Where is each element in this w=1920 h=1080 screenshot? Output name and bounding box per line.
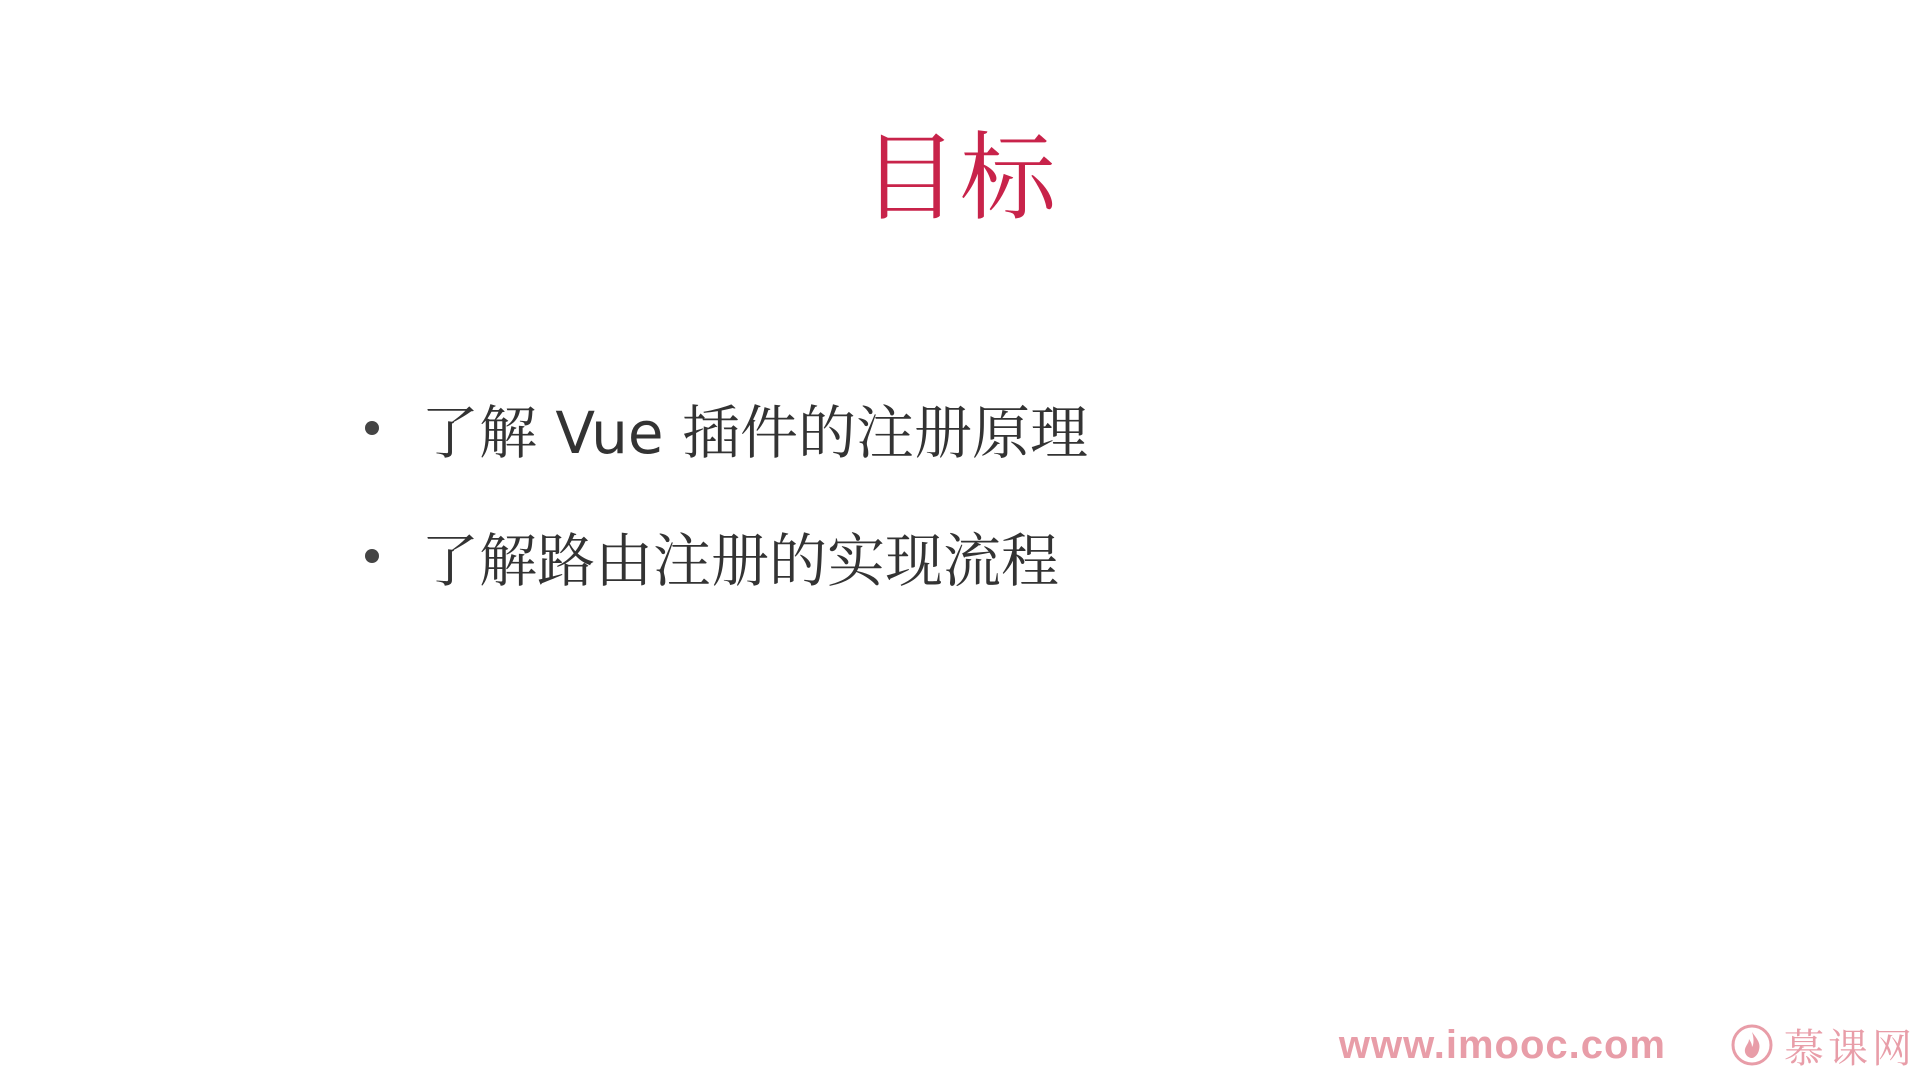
bullet-item: [365, 516, 1088, 596]
bullet-dot-icon: [365, 549, 379, 563]
bullet-text: 了解 Vue 插件的注册原理: [421, 399, 1089, 467]
bullet-list: [365, 388, 1088, 644]
watermark-logo: [1730, 1017, 1916, 1074]
watermark: [1280, 1010, 1920, 1080]
watermark-url: www.imooc.com: [1338, 1022, 1666, 1067]
bullet-item: [365, 388, 1088, 468]
bullet-dot-icon: [365, 421, 379, 435]
slide-title: 目标: [862, 122, 1058, 234]
bullet-text: 了解路由注册的实现流程: [421, 527, 1060, 595]
flame-logo-icon: [1730, 1023, 1774, 1067]
watermark-brand: 慕课网: [1784, 1025, 1916, 1072]
